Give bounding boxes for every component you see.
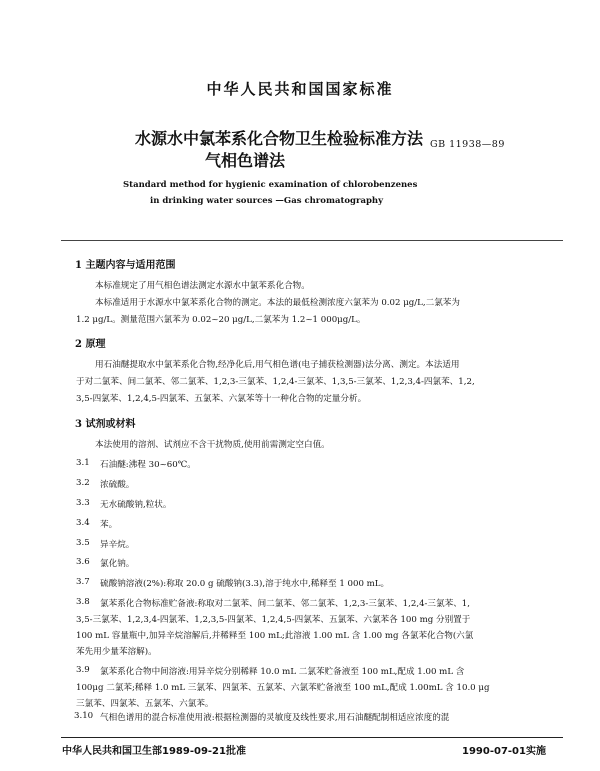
item-number: 3.10 — [74, 711, 94, 721]
english-title-line1: Standard method for hygienic examination of chlorobenzenes — [123, 180, 418, 190]
section-3-intro: 本法使用的溶剂、试剂应不含干扰物质,使用前需测定空白值。 — [95, 440, 330, 450]
item-text: 100μg 二氯苯;稀释 1.0 mL 三氯苯、四氯苯、五氯苯、六氯苯贮备液至 100 mL,配成 1.00mL 含 10.0 μg — [76, 683, 490, 693]
document-title-line1: 水源水中氯苯系化合物卫生检验标准方法 — [135, 129, 424, 148]
item-text: 苯。 — [100, 520, 118, 530]
item-text: 硫酸钠溶液(2%):称取 20.0 g 硫酸钠(3.3),溶于纯水中,稀释至 1 000 mL。 — [100, 579, 390, 589]
item-number: 3.4 — [76, 518, 90, 528]
approval-date: 中华人民共和国卫生部1989-09-21批准 — [62, 746, 246, 757]
item-number: 3.8 — [76, 597, 90, 607]
standard-number: GB 11938—89 — [430, 139, 505, 150]
item-number: 3.6 — [76, 557, 90, 567]
section-1-paragraph: 本标准适用于水源水中氯苯系化合物的测定。本法的最低检测浓度六氯苯为 0.02 μg/L,二氯苯为 — [95, 298, 460, 308]
item-text: 氯苯系化合物中间溶液:用异辛烷分别稀释 10.0 mL 二氯苯贮备液至 100 mL,配成 1.00 mL 含 — [100, 667, 465, 677]
item-text: 无水硫酸钠,粒状。 — [100, 500, 172, 510]
item-number: 3.1 — [76, 458, 90, 468]
item-text: 氯苯系化合物标准贮备液:称取对二氯苯、间二氯苯、邻二氯苯、1,2,3-三氯苯、1,2,4-三氯苯、1, — [100, 599, 471, 609]
section-2-text-line: 用石油醚提取水中氯苯系化合物,经净化后,用气相色谱(电子捕获检测器)法分离、测定。本法适用 — [95, 360, 460, 370]
item-number: 3.9 — [76, 665, 90, 675]
document-title-line2: 气相色谱法 — [205, 151, 286, 170]
item-text: 3,5-三氯苯、1,2,3,4-四氯苯、1,2,3,5-四氯苯、1,2,4,5-四氯苯、五氯苯、六氯苯各 100 mg 分别置于 — [76, 615, 471, 625]
section-2-text-line: 3,5-四氯苯、1,2,4,5-四氯苯、五氯苯、六氯苯等十一种化合物的定量分析。 — [76, 394, 367, 404]
section-1-paragraph: 1.2 μg/L。测量范围六氯苯为 0.02~20 μg/L,二氯苯为 1.2~1 000μg/L。 — [76, 315, 366, 325]
section-3-heading: 3 试剂或材料 — [75, 419, 136, 430]
item-text: 100 mL 容量瓶中,加异辛烷溶解后,并稀释至 100 mL;此溶液 1.00 mL 含 1.00 mg 各氯苯化合物(六氯 — [76, 631, 474, 641]
section-2-heading: 2 原理 — [75, 339, 106, 350]
section-1-paragraph: 本标准规定了用气相色谱法测定水源水中氯苯系化合物。 — [95, 281, 310, 291]
item-text: 气相色谱用的混合标准使用液:根据检测器的灵敏度及线性要求,用石油醚配制相适应浓度的混 — [100, 713, 450, 723]
item-text: 石油醚:沸程 30~60℃。 — [100, 460, 196, 470]
section-1-heading: 1 主题内容与适用范围 — [75, 260, 176, 271]
header-divider — [61, 240, 563, 241]
item-number: 3.5 — [76, 538, 90, 548]
implementation-date: 1990-07-01实施 — [462, 746, 546, 757]
item-text: 异辛烷。 — [100, 540, 135, 550]
item-text: 三氯苯、四氯苯、五氯苯、六氯苯。 — [76, 699, 214, 709]
item-text: 苯先用少量苯溶解)。 — [76, 647, 157, 657]
english-title-line2: in drinking water sources —Gas chromatography — [150, 196, 384, 206]
footer-divider — [61, 737, 563, 738]
national-standard-heading: 中华人民共和国国家标准 — [206, 80, 394, 98]
item-text: 浓硫酸。 — [100, 480, 135, 490]
item-text: 氯化钠。 — [100, 559, 135, 569]
section-2-text-line: 于对二氯苯、间二氯苯、邻二氯苯、1,2,3-三氯苯、1,2,4-三氯苯、1,3,5-三氯苯、1,2,3,4-四氯苯、1,2, — [76, 377, 475, 387]
item-number: 3.3 — [76, 498, 90, 508]
item-number: 3.7 — [76, 577, 90, 587]
item-number: 3.2 — [76, 478, 90, 488]
